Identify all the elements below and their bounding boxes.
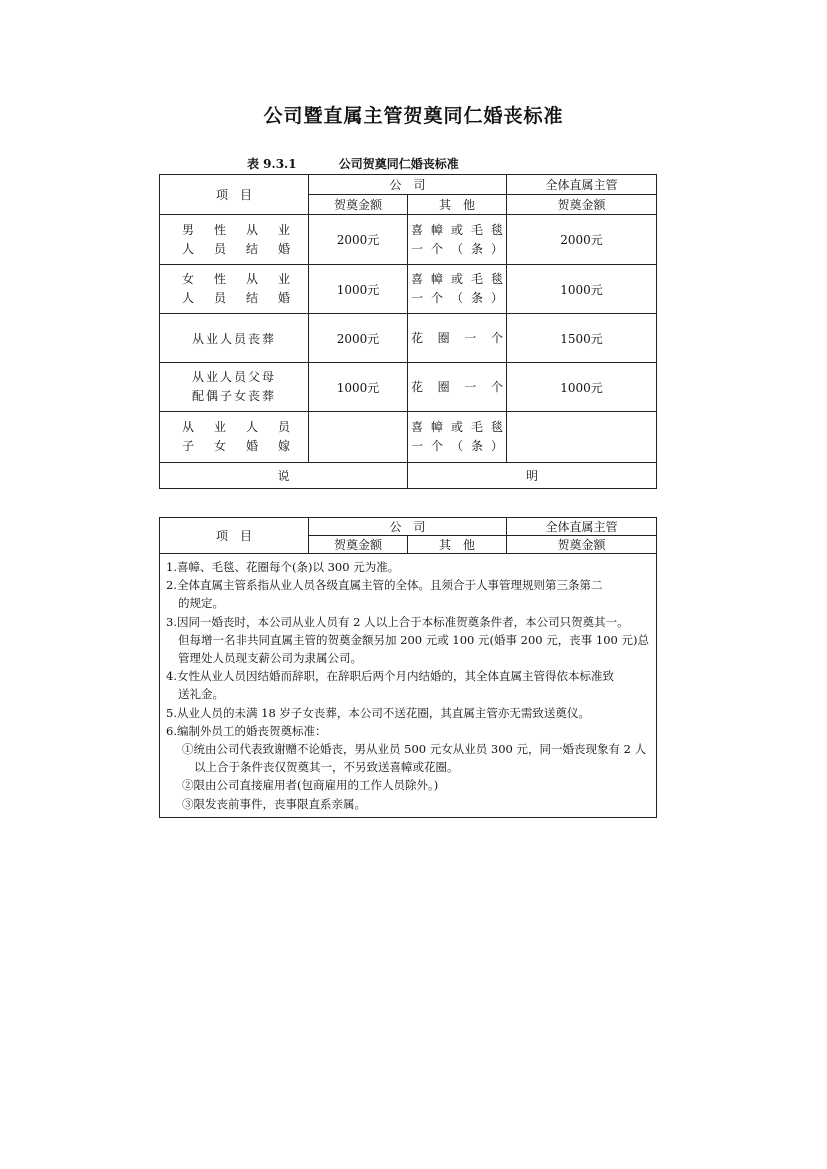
note-line: 2.全体直属主管系指从业人员各级直属主管的全体。且须合于人事管理规则第三条第二: [166, 578, 603, 593]
row-amount: 1000元: [309, 363, 408, 412]
caption-text: 公司贺奠同仁婚丧标准: [338, 157, 459, 171]
row-other: 喜 幛 或 毛 毯 一 个 （ 条 ）: [408, 265, 507, 314]
row-amount: [309, 412, 408, 463]
note-line: 5.从业人员的未满 18 岁子女丧葬，本公司不送花圈，其直属主管亦无需致送奠仪。: [166, 705, 590, 720]
row-amount: 2000元: [309, 215, 408, 265]
row-amount: 1000元: [309, 265, 408, 314]
standards-table: [159, 174, 657, 489]
header-company: 公 司: [309, 518, 507, 536]
note-line: 6.编制外员工的婚丧贺奠标准：: [166, 723, 327, 738]
note-line: 3.因同一婚丧时，本公司从业人员有 2 人以上合于本标准贺奠条件者，本公司只贺奠其一。: [166, 614, 629, 629]
row-other: 喜 幛 或 毛 毯 一 个 （ 条 ）: [408, 215, 507, 265]
footer-row: [160, 463, 657, 489]
row-amount: 2000元: [309, 314, 408, 363]
table-row: [160, 215, 657, 265]
row-item: 男 性 从 业 人 员 结 婚: [160, 215, 309, 265]
row-supervisor: 1000元: [507, 363, 657, 412]
footer-ming: 明: [408, 463, 657, 489]
header-amount: 贺奠金额: [309, 536, 408, 554]
row-other: 喜 幛 或 毛 毯 一 个 （ 条 ）: [408, 412, 507, 463]
note-line: ②限由公司直接雇用者(包商雇用的工作人员除外。): [182, 778, 439, 793]
row-supervisor: 1000元: [507, 265, 657, 314]
row-item: 从业人员父母 配偶子女丧葬: [160, 363, 309, 412]
row-other: 花 圈 一 个: [408, 314, 507, 363]
row-item: 从业人员丧葬: [160, 314, 309, 363]
caption-number: 表 9.3.1: [247, 157, 297, 171]
row-other: 花 圈 一 个: [408, 363, 507, 412]
note-line: 的规定。: [178, 596, 224, 611]
notes-cell: [160, 554, 657, 818]
header-item: 项 目: [160, 175, 309, 215]
row-item: 从 业 人 员 子 女 婚 嫁: [160, 412, 309, 463]
header-company: 公 司: [309, 175, 507, 195]
note-line: ①统由公司代表致谢赠不论婚丧，男从业员 500 元女从业员 300 元，同一婚丧现象有 2 人: [182, 742, 647, 757]
header-supervisor: 全体直属主管: [507, 518, 657, 536]
note-line: 但每增一名非共同直属主管的贺奠金额另加 200 元或 100 元(婚事 200 元，丧事 100 元)总: [178, 632, 650, 647]
table-row: [160, 363, 657, 412]
note-line: ③限发丧前事件，丧事限直系亲属。: [182, 796, 366, 811]
note-line: 以上合于条件丧仅贺奠其一，不另致送喜幛或花圈。: [194, 760, 459, 775]
header-other: 其 他: [408, 195, 507, 215]
table-caption: [247, 155, 459, 172]
row-supervisor: 2000元: [507, 215, 657, 265]
table-row: [160, 314, 657, 363]
note-line: 1.喜幛、毛毯、花圈每个(条)以 300 元为准。: [166, 560, 400, 574]
row-item: 女 性 从 业 人 员 结 婚: [160, 265, 309, 314]
note-line: 4.女性从业人员因结婚而辞职，在辞职后两个月内结婚的，其全体直属主管得依本标准致: [166, 669, 614, 684]
header-supervisor-amount: 贺奠金额: [507, 536, 657, 554]
table-row: [160, 265, 657, 314]
table-row: [160, 412, 657, 463]
footer-shuo: 说: [160, 463, 408, 489]
header-supervisor-amount: 贺奠金额: [507, 195, 657, 215]
note-line: 管理处人员现支薪公司为隶属公司。: [178, 651, 362, 666]
row-supervisor: 1500元: [507, 314, 657, 363]
notes-table: [159, 517, 657, 818]
header-other: 其 他: [408, 536, 507, 554]
header-amount: 贺奠金额: [309, 195, 408, 215]
header-supervisor: 全体直属主管: [507, 175, 657, 195]
page-title: 公司暨直属主管贺奠同仁婚丧标准: [263, 105, 564, 127]
row-supervisor: [507, 412, 657, 463]
header-item: 项 目: [160, 518, 309, 554]
note-line: 送礼金。: [178, 687, 224, 702]
